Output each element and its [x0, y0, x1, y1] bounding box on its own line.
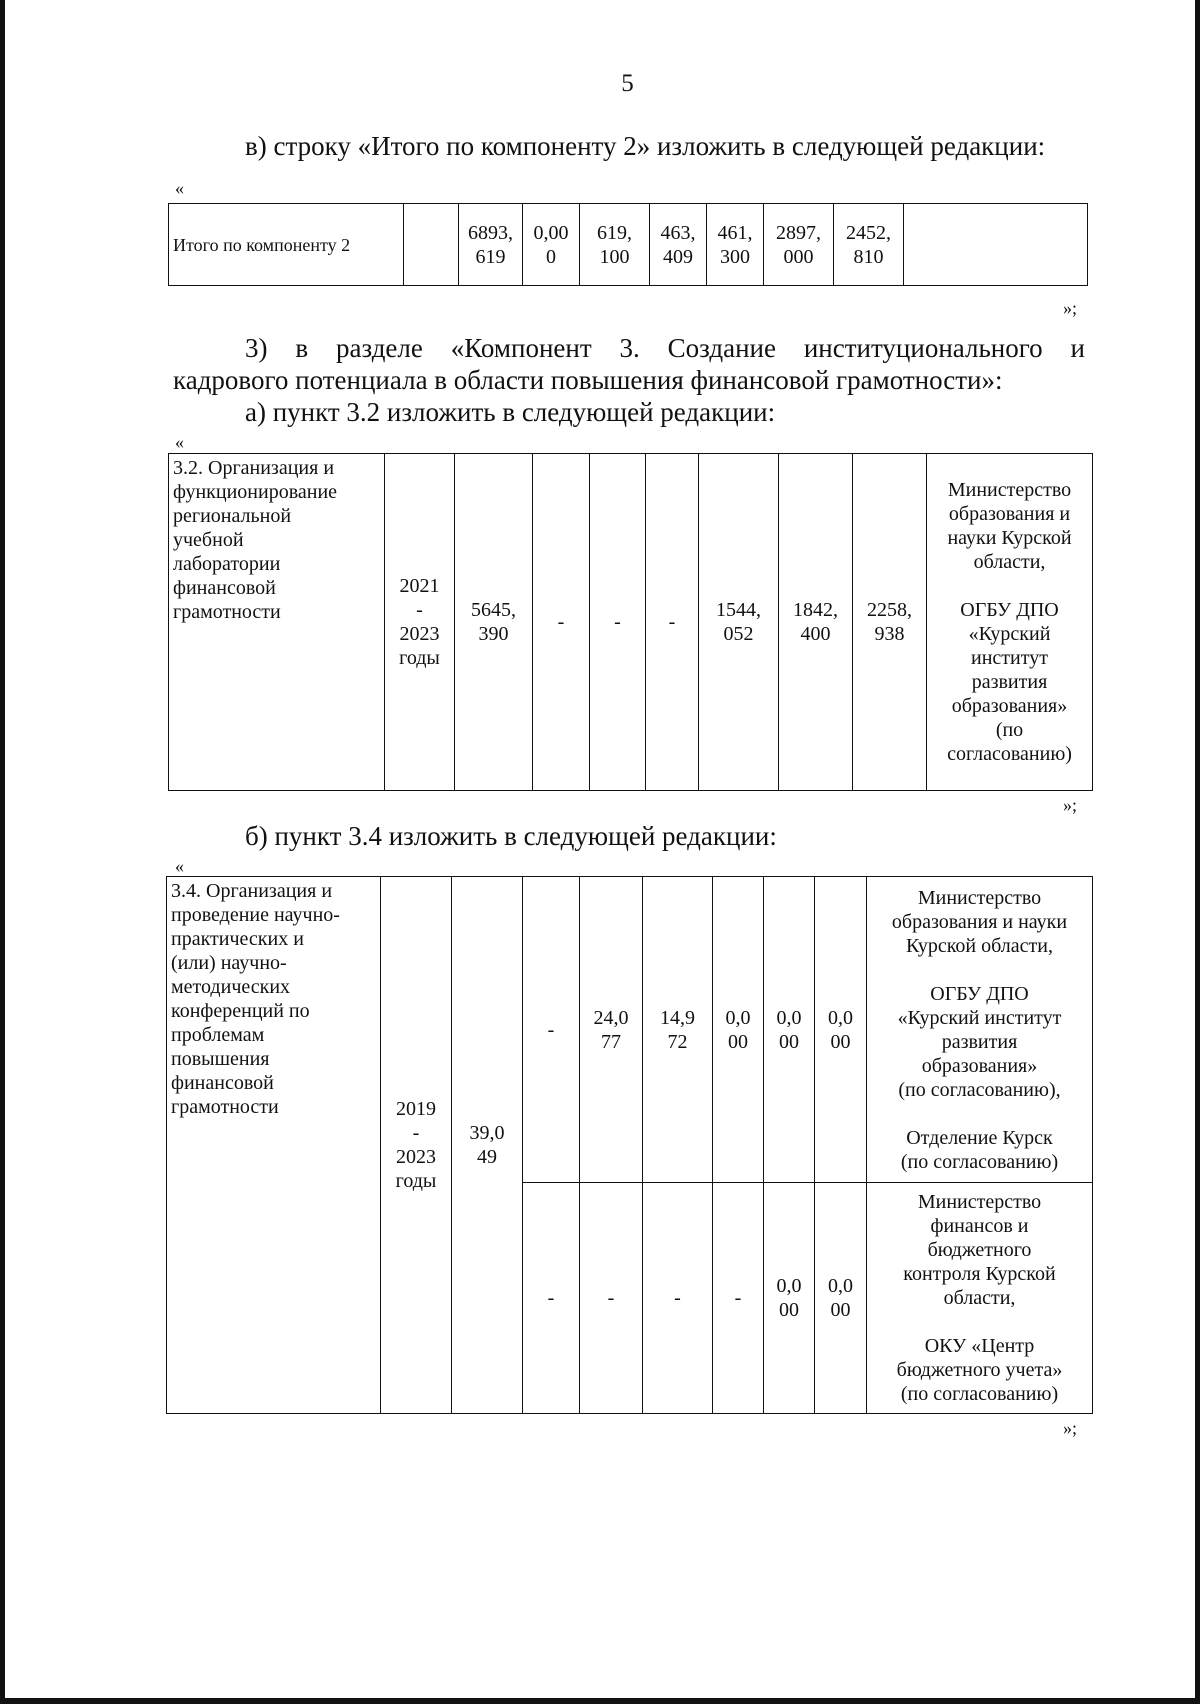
- executor-cell: Министерство финансов и бюджетного контроля Курской области, ОКУ «Центр бюджетного учета» (по согласованию): [867, 1183, 1093, 1414]
- value-cell: -: [643, 1183, 713, 1414]
- scan-border-left: [0, 0, 5, 1704]
- executor-cell: Министерство образования и науки Курской области, ОГБУ ДПО «Курский институт развития образования» (по согласованию): [927, 454, 1093, 791]
- period-cell: 2021 - 2023 годы: [385, 454, 455, 791]
- total-cell: 5645, 390: [455, 454, 533, 791]
- item-a-close-quote: »;: [1063, 795, 1078, 815]
- value-cell: -: [646, 454, 699, 791]
- item-3-2-row: [169, 454, 1093, 791]
- section-3-line1: 3) в разделе «Компонент 3. Создание институционального и: [245, 333, 1085, 363]
- value-cell: 1544, 052: [699, 454, 779, 791]
- item-a-open-quote: «: [175, 432, 184, 452]
- item-b-close-quote: »;: [1063, 1418, 1078, 1438]
- total-label: Итого по компоненту 2: [169, 204, 404, 286]
- value-cell: -: [713, 1183, 764, 1414]
- value-cell: -: [580, 1183, 643, 1414]
- section-v-total-row: [169, 204, 1088, 286]
- item-3-4-row-1: [167, 877, 1093, 1183]
- section-v-heading: в) строку «Итого по компоненту 2» изложить в следующей редакции:: [245, 131, 1046, 161]
- value-cell: -: [590, 454, 646, 791]
- value-cell: 0,0 00: [815, 1183, 867, 1414]
- value-cell: -: [523, 877, 580, 1183]
- item-a-table: [168, 453, 1093, 791]
- value-cell: 0,0 00: [764, 1183, 815, 1414]
- period-cell: [404, 204, 459, 286]
- value-cell: 24,0 77: [580, 877, 643, 1183]
- scan-border-bottom: [0, 1698, 1200, 1704]
- item-b-open-quote: «: [175, 856, 184, 876]
- measure-name: 3.4. Организация и проведение научно- практических и (или) научно- методических конференций по проблемам повышения финансовой грамотности: [167, 877, 381, 1414]
- value-cell: 2452, 810: [834, 204, 904, 286]
- value-cell: 619, 100: [580, 204, 650, 286]
- total-cell: 39,0 49: [452, 877, 523, 1414]
- section-v-table: [168, 203, 1088, 286]
- value-cell: 2897, 000: [764, 204, 834, 286]
- value-cell: 461, 300: [707, 204, 764, 286]
- executor-cell: Министерство образования и науки Курской области, ОГБУ ДПО «Курский институт развития образования» (по согласованию), Отделение Курск (по согласованию): [867, 877, 1093, 1183]
- value-cell: 463, 409: [650, 204, 707, 286]
- section-v-close-quote: »;: [1063, 298, 1078, 318]
- value-cell: 1842, 400: [779, 454, 853, 791]
- value-cell: 14,9 72: [643, 877, 713, 1183]
- section-3-line2: кадрового потенциала в области повышения финансовой грамотности»:: [173, 365, 1003, 395]
- value-cell: 0,0 00: [713, 877, 764, 1183]
- value-cell: 0,00 0: [523, 204, 580, 286]
- value-cell: -: [533, 454, 590, 791]
- measure-name: 3.2. Организация и функционирование региональной учебной лаборатории финансовой грамотности: [169, 454, 385, 791]
- item-b-table: [166, 876, 1093, 1414]
- executor-cell: [904, 204, 1088, 286]
- scan-border-right: [1195, 0, 1200, 1704]
- period-cell: 2019 - 2023 годы: [381, 877, 452, 1414]
- value-cell: 0,0 00: [764, 877, 815, 1183]
- item-a-heading: а) пункт 3.2 изложить в следующей редакции:: [245, 397, 776, 427]
- page-number: 5: [621, 70, 634, 97]
- value-cell: 2258, 938: [853, 454, 927, 791]
- value-cell: 0,0 00: [815, 877, 867, 1183]
- section-v-open-quote: «: [175, 178, 184, 198]
- value-cell: 6893, 619: [459, 204, 523, 286]
- item-b-heading: б) пункт 3.4 изложить в следующей редакции:: [245, 821, 777, 851]
- value-cell: -: [523, 1183, 580, 1414]
